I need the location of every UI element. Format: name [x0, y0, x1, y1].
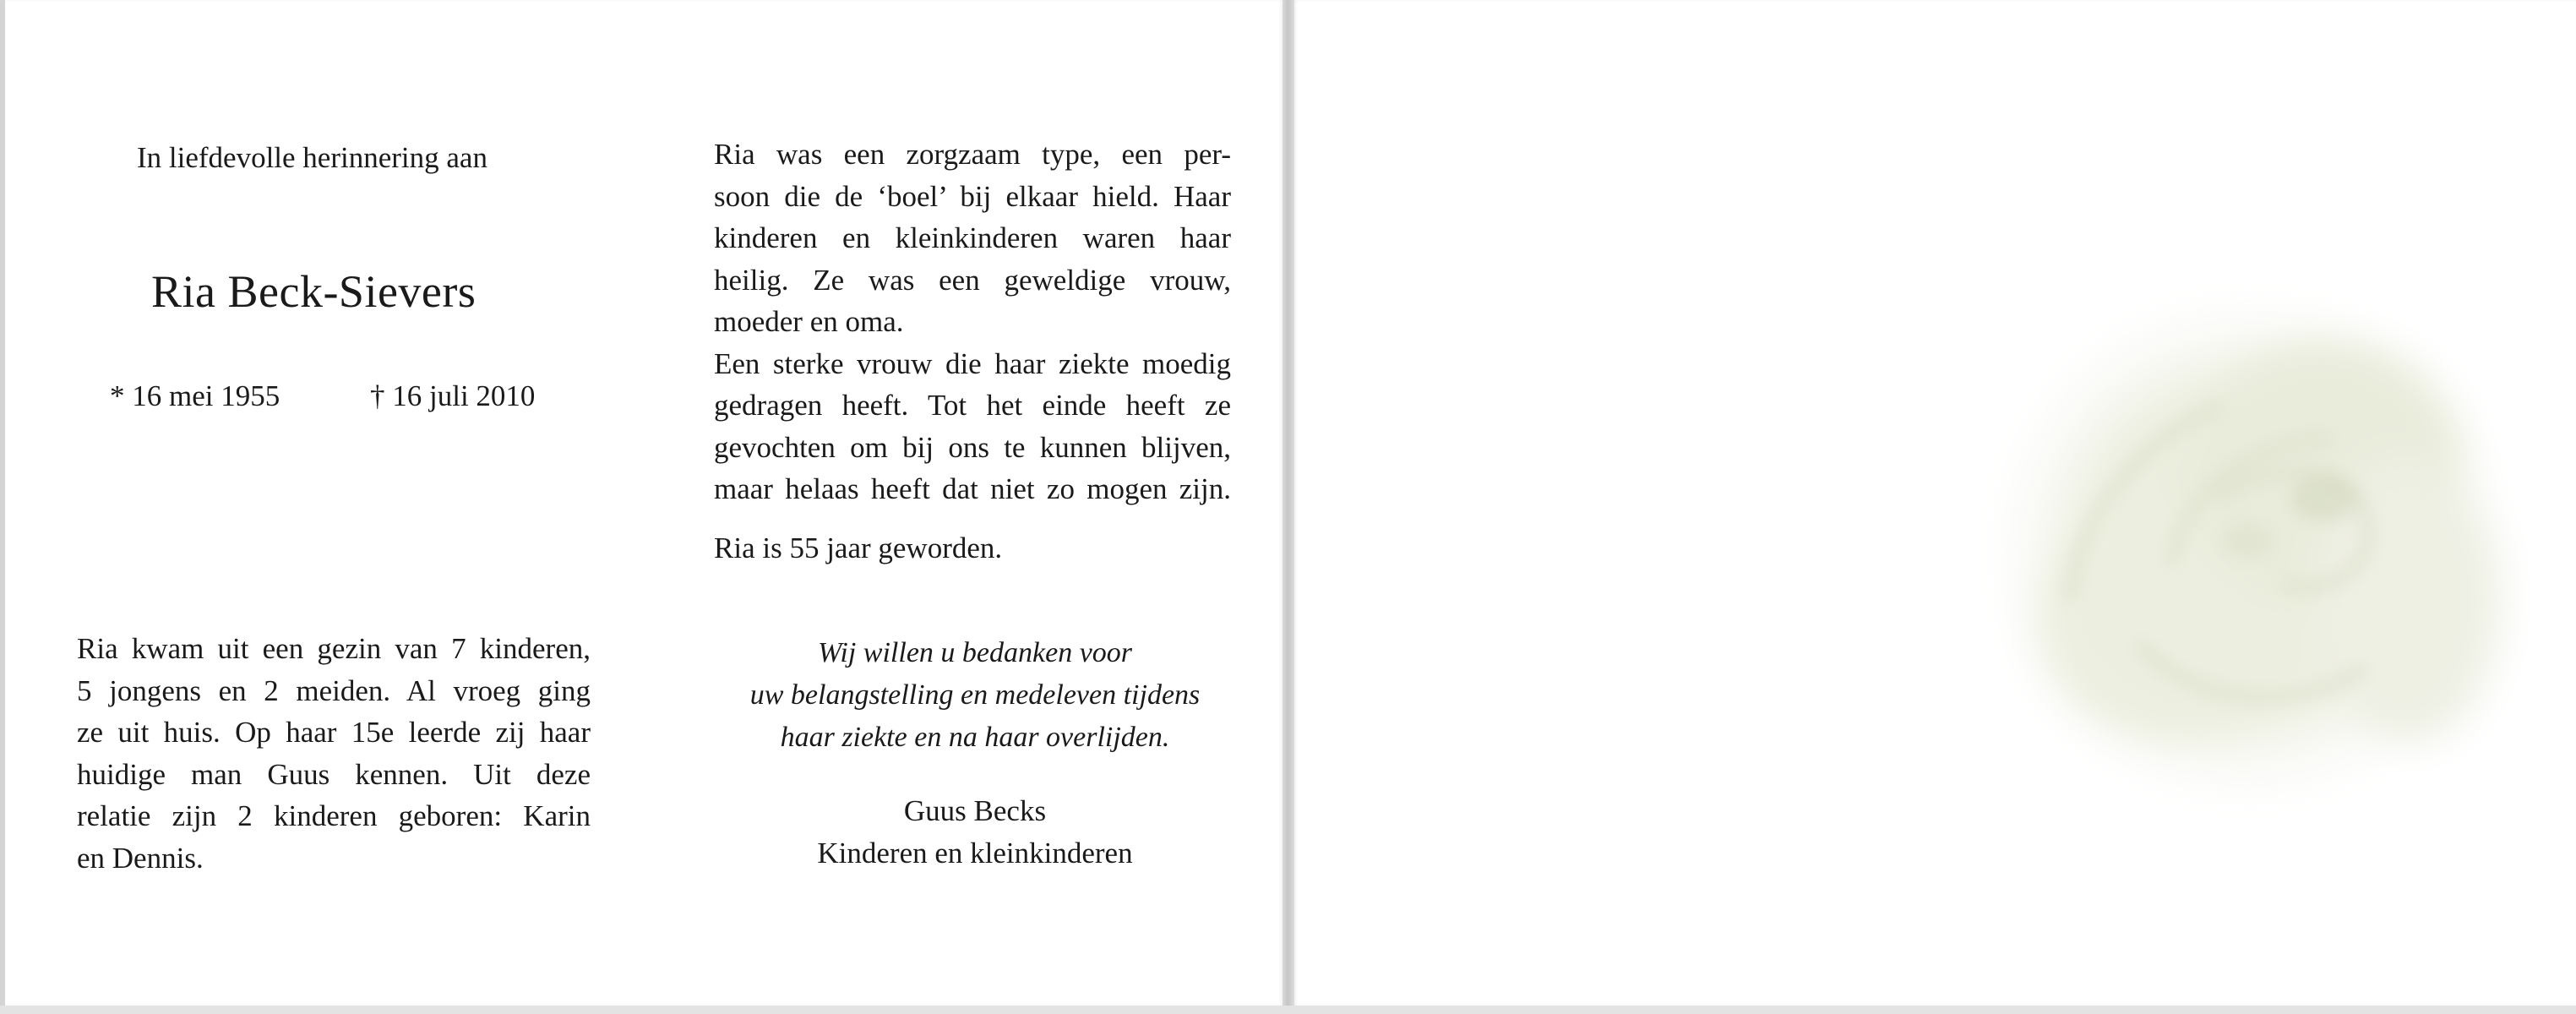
- thank-you-note: [722, 632, 1228, 759]
- card-inside-panel: [5, 0, 1283, 1006]
- death-date: † 16 juli 2010: [370, 379, 536, 412]
- thanks-line: Wij willen u bedanken voor: [817, 637, 1133, 668]
- signature-family: Kinderen en kleinkinderen: [817, 837, 1133, 870]
- bio-line: moeder en oma.: [714, 305, 904, 338]
- story-line: relatie zijn 2 kinderen geboren: Karin: [77, 799, 591, 832]
- story-line: en Dennis.: [77, 841, 204, 875]
- birth-date: * 16 mei 1955: [110, 379, 280, 412]
- bio-line: kinderen en kleinkinderen waren haar: [714, 221, 1231, 254]
- signature-block: [722, 790, 1228, 875]
- intro-line: In liefdevolle herinnering aan: [137, 141, 487, 174]
- bio-line: gedragen heeft. Tot het einde heeft ze: [714, 389, 1231, 422]
- thanks-line: uw belangstelling en medeleven tijdens: [749, 679, 1201, 711]
- bio-line: maar helaas heeft dat niet zo mogen zijn.: [714, 472, 1231, 505]
- character-paragraph: [714, 134, 1231, 510]
- bio-line: soon die de ‘boel’ bij elkaar hield. Haar: [714, 179, 1231, 213]
- story-line: Ria kwam uit een gezin van 7 kinderen,: [77, 632, 591, 665]
- deceased-name: Ria Beck-Sievers: [151, 266, 477, 317]
- life-story-paragraph: [77, 628, 591, 879]
- signature-name: Guus Becks: [903, 794, 1047, 827]
- story-line: huidige man Guus kennen. Uit deze: [77, 757, 591, 791]
- card-fold: [1283, 0, 1294, 1014]
- bio-line: gevochten om bij ons te kunnen blijven,: [714, 430, 1231, 464]
- story-line: ze uit huis. Op haar 15e leerde zij haar: [77, 716, 591, 749]
- bio-line: Ria was een zorgzaam type, een per-: [714, 138, 1231, 171]
- story-line: 5 jongens en 2 meiden. Al vroeg ging: [77, 673, 591, 707]
- scan-bottom-edge: [0, 1006, 2576, 1014]
- bio-line: heilig. Ze was een geweldige vrouw,: [714, 263, 1231, 297]
- age-line: Ria is 55 jaar geworden.: [714, 532, 1003, 564]
- bio-line: Een sterke vrouw die haar ziekte moedig: [714, 346, 1231, 380]
- rose-watermark-icon: [1969, 245, 2535, 828]
- thanks-line: haar ziekte en na haar overlijden.: [780, 722, 1170, 753]
